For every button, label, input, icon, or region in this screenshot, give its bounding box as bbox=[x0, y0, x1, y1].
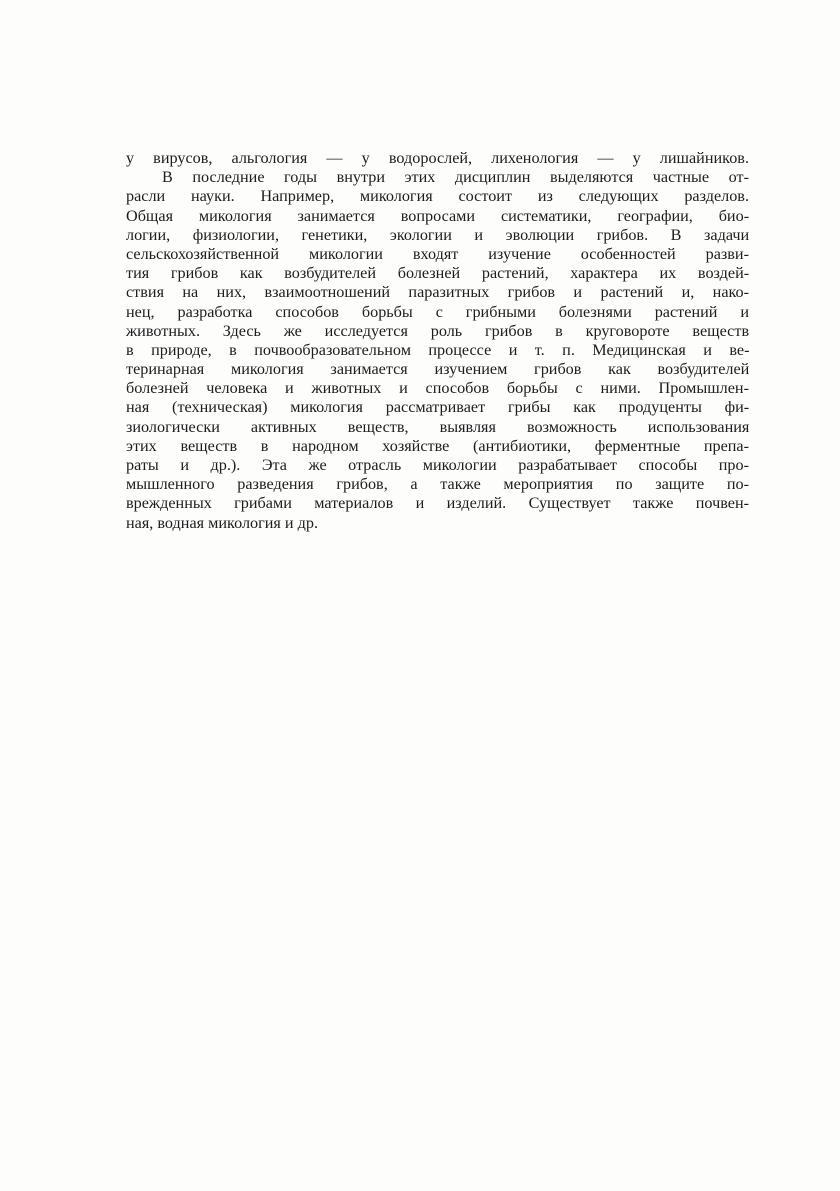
text-line: в природе, в почвообразовательном процессе и т. п. Медицинская и ве- bbox=[126, 340, 750, 359]
text-line: сельскохозяйственной микологии входят изучение особенностей разви- bbox=[126, 244, 749, 263]
text-line: болезней человека и животных и способов борьбы с ними. Промышлен- bbox=[126, 379, 749, 398]
text-line: раты и др.). Эта же отрасль микологии разрабатывает способы про- bbox=[126, 456, 749, 474]
text-line: мышленного разведения грибов, а также мероприятия по защите по- bbox=[126, 475, 749, 494]
text-line: В последние годы внутри этих дисциплин выделяются частные от- bbox=[162, 168, 749, 187]
text-line: ствия на них, взаимоотношений паразитных грибов и растений и, нако- bbox=[126, 283, 750, 302]
text-line: ная, водная микология и др. bbox=[126, 513, 319, 532]
text-line: расли науки. Например, микология состоит из следующих разделов. bbox=[126, 187, 749, 206]
text-line: Общая микология занимается вопросами систематики, географии, био- bbox=[126, 206, 750, 225]
text-line: теринарная микология занимается изучением грибов как возбудителей bbox=[126, 360, 750, 379]
text-line: логии, физиологии, генетики, экологии и эволюции грибов. В задачи bbox=[126, 225, 750, 244]
text-line: зиологически активных веществ, выявляя возможность использования bbox=[126, 417, 750, 436]
text-line: нец, разработка способов борьбы с грибными болезнями растений и bbox=[126, 302, 750, 321]
text-line: врежденных грибами материалов и изделий. Существует также почвен- bbox=[126, 494, 749, 513]
text-line: у вирусов, альгология — у водорослей, лихенология — у лишайников. bbox=[126, 149, 749, 167]
text-line: ная (техническая) микология рассматривает грибы как продуценты фи- bbox=[126, 398, 750, 417]
text-line: животных. Здесь же исследуется роль грибов в круговороте веществ bbox=[126, 321, 750, 340]
text-line: тия грибов как возбудителей болезней растений, характера их воздей- bbox=[126, 264, 750, 283]
body-text bbox=[126, 149, 749, 533]
text-line: этих веществ в народном хозяйстве (антибиотики, ферментные препа- bbox=[126, 436, 749, 455]
